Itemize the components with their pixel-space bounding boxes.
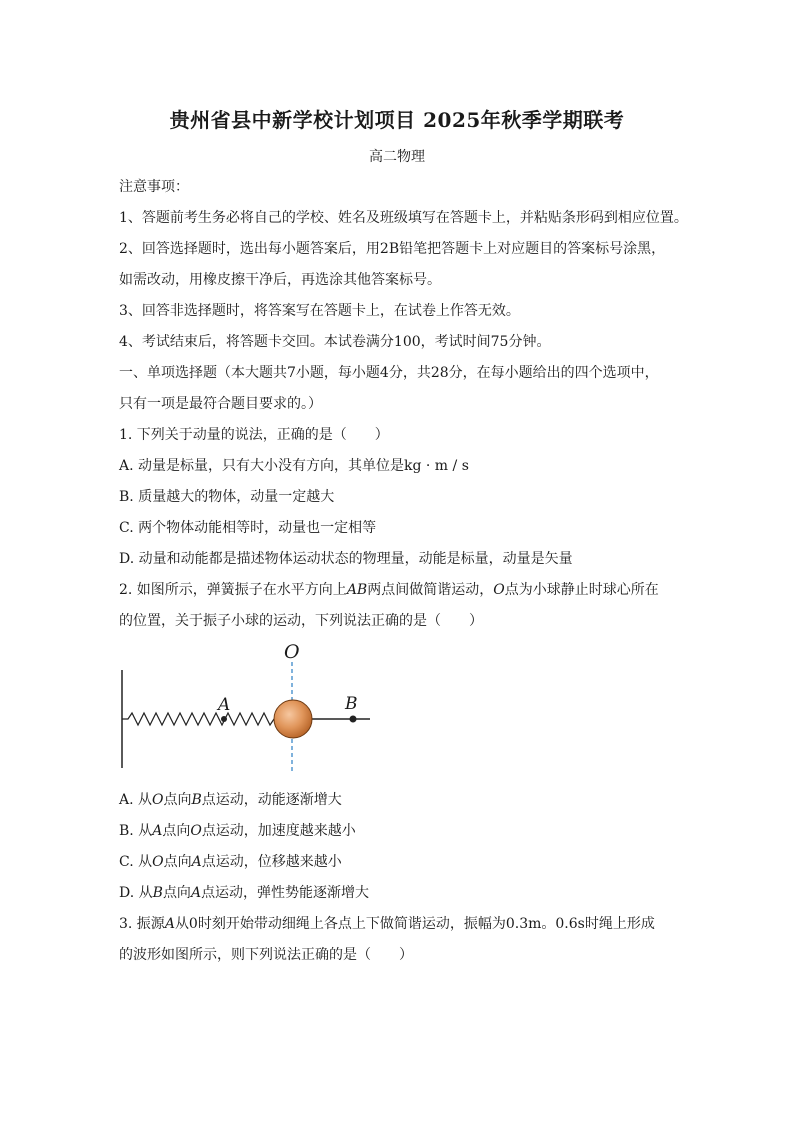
q2-option-c-mid: 点向 <box>163 854 192 870</box>
q1-option-b: B. 质量越大的物体，动量一定越大 <box>119 489 335 505</box>
q2-option-a-var2: B <box>191 792 202 808</box>
q2-stem-line2: 的位置，关于振子小球的运动，下列说法正确的是（ ） <box>119 613 483 629</box>
section-heading-cont: 只有一项是最符合题目要求的。） <box>119 396 322 412</box>
q3-stem-var-a: A <box>164 916 175 932</box>
notice-item-2: 2、回答选择题时，选出每小题答案后，用2B铅笔把答题卡上对应题目的答案标号涂黑， <box>119 241 666 257</box>
q2-option-b-prefix: B. 从 <box>119 823 153 839</box>
q2-option-c-suffix: 点运动，位移越来越小 <box>201 854 342 870</box>
ball <box>274 700 312 738</box>
notice-item-4: 4、考试结束后，将答题卡交回。本试卷满分100，考试时间75分钟。 <box>119 334 551 350</box>
notice-item-2-cont: 如需改动，用橡皮擦干净后，再选涂其他答案标号。 <box>119 272 441 288</box>
q2-option-b-var1: A <box>152 823 163 839</box>
point-a-marker <box>221 716 227 722</box>
q2-stem-var-o: O <box>493 582 505 598</box>
point-b-marker <box>350 716 357 723</box>
q2-option-a <box>119 791 342 809</box>
q2-option-b <box>119 822 356 840</box>
q2-option-d-prefix: D. 从 <box>119 885 153 901</box>
q2-option-a-mid: 点向 <box>163 792 192 808</box>
q2-option-c-prefix: C. 从 <box>119 854 153 870</box>
label-o: O <box>284 641 300 663</box>
q3-stem-part1: 3. 振源 <box>119 916 165 932</box>
q1-option-d: D. 动量和动能都是描述物体运动状态的物理量，动能是标量，动量是矢量 <box>119 551 573 567</box>
notice-item-3: 3、回答非选择题时，将答案写在答题卡上，在试卷上作答无效。 <box>119 303 520 319</box>
q2-option-b-var2: O <box>190 823 202 839</box>
q2-option-d-mid: 点向 <box>162 885 191 901</box>
q2-option-d <box>119 884 369 902</box>
q2-option-b-suffix: 点运动，加速度越来越小 <box>201 823 356 839</box>
q2-stem-part2: 两点间做简谐运动， <box>367 582 494 598</box>
q1-option-c: C. 两个物体动能相等时，动量也一定相等 <box>119 520 377 536</box>
notice-item-1: 1、答题前考生务必将自己的学校、姓名及班级填写在答题卡上，并粘贴条形码到相应位置。 <box>119 210 688 226</box>
label-b: B <box>345 694 358 714</box>
q2-option-c <box>119 853 342 871</box>
q3-stem-part2: 从0时刻开始带动细绳上各点上下做简谐运动，振幅为0.3m。0.6s时绳上形成 <box>174 916 655 932</box>
q3-stem <box>119 915 655 933</box>
q2-option-c-var1: O <box>152 854 164 870</box>
section-heading: 一、单项选择题（本大题共7小题，每小题4分，共28分，在每小题给出的四个选项中， <box>119 365 659 381</box>
q2-option-d-var1: B <box>152 885 163 901</box>
q2-option-b-mid: 点向 <box>162 823 191 839</box>
q2-option-a-suffix: 点运动，动能逐渐增大 <box>201 792 342 808</box>
spring-coil <box>122 713 278 725</box>
q2-option-d-var2: A <box>190 885 202 901</box>
q2-option-a-prefix: A. 从 <box>119 792 153 808</box>
q2-option-a-var1: O <box>152 792 164 808</box>
q2-stem-part1: 2. 如图所示，弹簧振子在水平方向上 <box>119 582 347 598</box>
q1-option-a: A. 动量是标量，只有大小没有方向，其单位是kg · m / s <box>119 458 469 474</box>
q1-stem: 1. 下列关于动量的说法，正确的是（ ） <box>119 427 389 443</box>
spring-oscillator-figure <box>112 640 382 780</box>
q3-stem-line2: 的波形如图所示，则下列说法正确的是（ ） <box>119 947 413 963</box>
exam-subject: 高二物理 <box>369 149 425 165</box>
q2-stem <box>119 581 659 599</box>
q2-option-d-suffix: 点运动，弹性势能逐渐增大 <box>201 885 370 901</box>
q2-stem-part3: 点为小球静止时球心所在 <box>504 582 659 598</box>
label-a: A <box>218 695 231 715</box>
notice-heading: 注意事项： <box>119 179 189 195</box>
q2-stem-var-ab: AB <box>346 582 368 598</box>
exam-title: 贵州省县中新学校计划项目 2025年秋季学期联考 <box>169 108 625 132</box>
q2-option-c-var2: A <box>191 854 202 870</box>
